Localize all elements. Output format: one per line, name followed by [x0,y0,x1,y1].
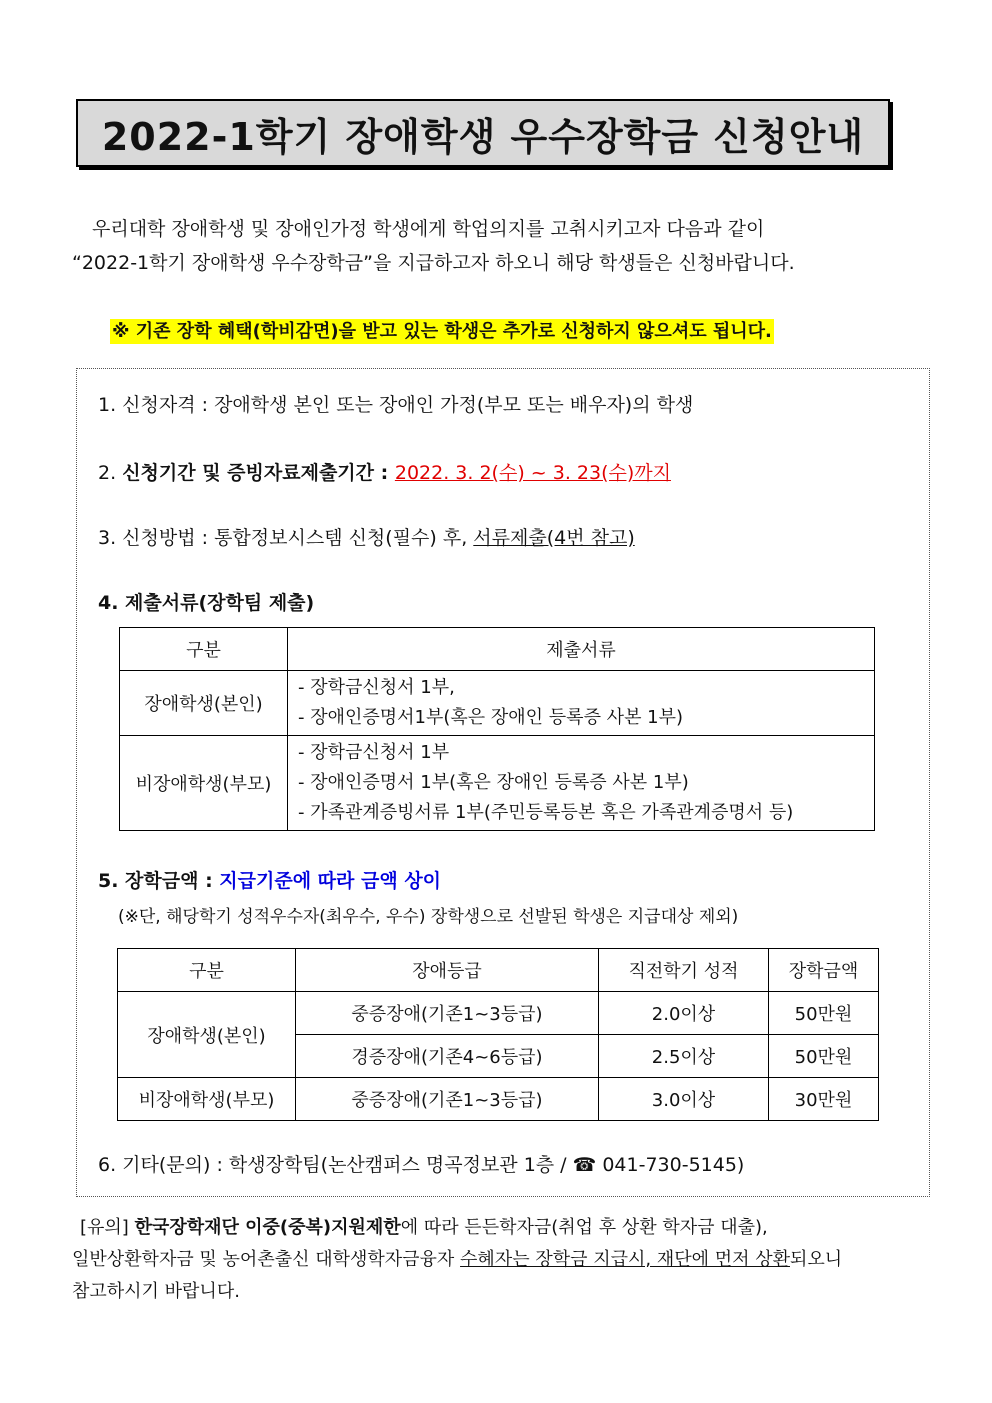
item-period [98,458,671,485]
item-contact-phone: 041-730-5145) [596,1154,745,1176]
notice-text: ※ 기존 장학 혜택(학비감면)을 받고 있는 학생은 추가로 신청하지 않으셔도 됩니다. [112,321,772,342]
page-title: 2022-1학기 장애학생 우수장학금 신청안내 [101,114,865,159]
item-method-text: 3. 신청방법 : 통합정보시스템 신청(필수) 후, [98,527,474,549]
table-header-row [120,628,875,671]
item-amount-value: 지급기준에 따라 금액 상이 [219,870,442,892]
table-cell-docs [288,671,875,736]
item-method-underlined: 서류제출(4번 참고) [473,527,635,549]
table-cell-grade: 중증장애(기존1~3등급) [296,1078,599,1121]
footer-text: 일반상환학자금 및 농어촌출신 대학생학자금융자 [72,1249,461,1270]
table-row [120,671,875,736]
item-contact-text: 6. 기타(문의) : 학생장학팀(논산캠퍼스 명곡정보관 1층 / [98,1154,573,1176]
table-cell-score: 2.5이상 [599,1035,769,1078]
table-cell-score: 3.0이상 [599,1078,769,1121]
table-cell-grade: 중증장애(기존1~3등급) [296,992,599,1035]
phone-icon: ☎ [572,1154,597,1176]
footer-line-2 [72,1244,932,1276]
item-amount-label: 5. 장학금액 : [98,870,220,892]
table-cell-category: 장애학생(본인) [120,671,288,736]
table-cell-category: 비장애학생(부모) [120,736,288,831]
documents-table [119,627,875,831]
footer-text: [유의] [80,1217,135,1238]
intro-line-1: 우리대학 장애학생 및 장애인가정 학생에게 학업의지를 고취시키고자 다음과 같이 [92,218,765,240]
table-cell-amount: 50만원 [769,992,879,1035]
item-period-sep: : [374,462,395,484]
intro-line-2: “2022-1학기 장애학생 우수장학금”을 지급하고자 하오니 해당 학생들은 신청바랍니다. [72,252,795,274]
table-header-cell: 장애등급 [296,949,599,992]
doc-line: - 장학금신청서 1부 [298,742,450,763]
table-header-cell: 구분 [120,628,288,671]
table-row [118,992,879,1035]
footer-line-1 [72,1212,932,1244]
table-cell-category: 장애학생(본인) [118,992,296,1078]
title-box [76,99,890,167]
table-header-cell: 장학금액 [769,949,879,992]
table-header-cell: 구분 [118,949,296,992]
doc-line: - 장애인증명서 1부(혹은 장애인 등록증 사본 1부) [298,772,689,793]
doc-line: - 장애인증명서1부(혹은 장애인 등록증 사본 1부) [298,707,684,728]
footer-bold-text: 한국장학재단 이중(중복)지원제한 [134,1217,401,1238]
item-method [98,523,635,550]
table-cell-grade: 경증장애(기존4~6등급) [296,1035,599,1078]
item-amount [98,866,441,893]
item-eligibility: 1. 신청자격 : 장애학생 본인 또는 장애인 가정(부모 또는 배우자)의 학생 [98,394,694,416]
footer-text: 되오니 [789,1249,843,1270]
footer-text: 에 따라 든든학자금(취업 후 상환 학자금 대출), [400,1217,768,1238]
table-header-cell: 제출서류 [288,628,875,671]
notice-highlight [110,317,774,343]
footer-note [72,1212,932,1308]
amount-table [117,948,879,1121]
table-header-cell: 직전학기 성적 [599,949,769,992]
footer-underlined-text: 수혜자는 장학금 지급시, 재단에 먼저 상환 [460,1249,790,1270]
table-cell-score: 2.0이상 [599,992,769,1035]
item-period-value: 2022. 3. 2(수) ~ 3. 23(수)까지 [394,462,671,484]
footer-line-3: 참고하시기 바랍니다. [72,1281,240,1302]
intro-paragraph [72,212,922,280]
item-documents-heading: 4. 제출서류(장학팀 제출) [98,592,315,614]
table-cell-category: 비장애학생(부모) [118,1078,296,1121]
item-contact [98,1150,744,1177]
table-row [120,736,875,831]
doc-line: - 장학금신청서 1부, [298,677,455,698]
table-cell-docs [288,736,875,831]
table-cell-amount: 50만원 [769,1035,879,1078]
table-row [118,1078,879,1121]
item-period-num: 2. [98,462,117,484]
table-cell-amount: 30만원 [769,1078,879,1121]
doc-line: - 가족관계증빙서류 1부(주민등록등본 혹은 가족관계증명서 등) [298,802,794,823]
table-header-row [118,949,879,992]
item-period-label: 신청기간 및 증빙자료제출기간 [122,462,375,484]
item-amount-note: (※단, 해당학기 성적우수자(최우수, 우수) 장학생으로 선발된 학생은 지급대상 제외) [118,907,739,927]
